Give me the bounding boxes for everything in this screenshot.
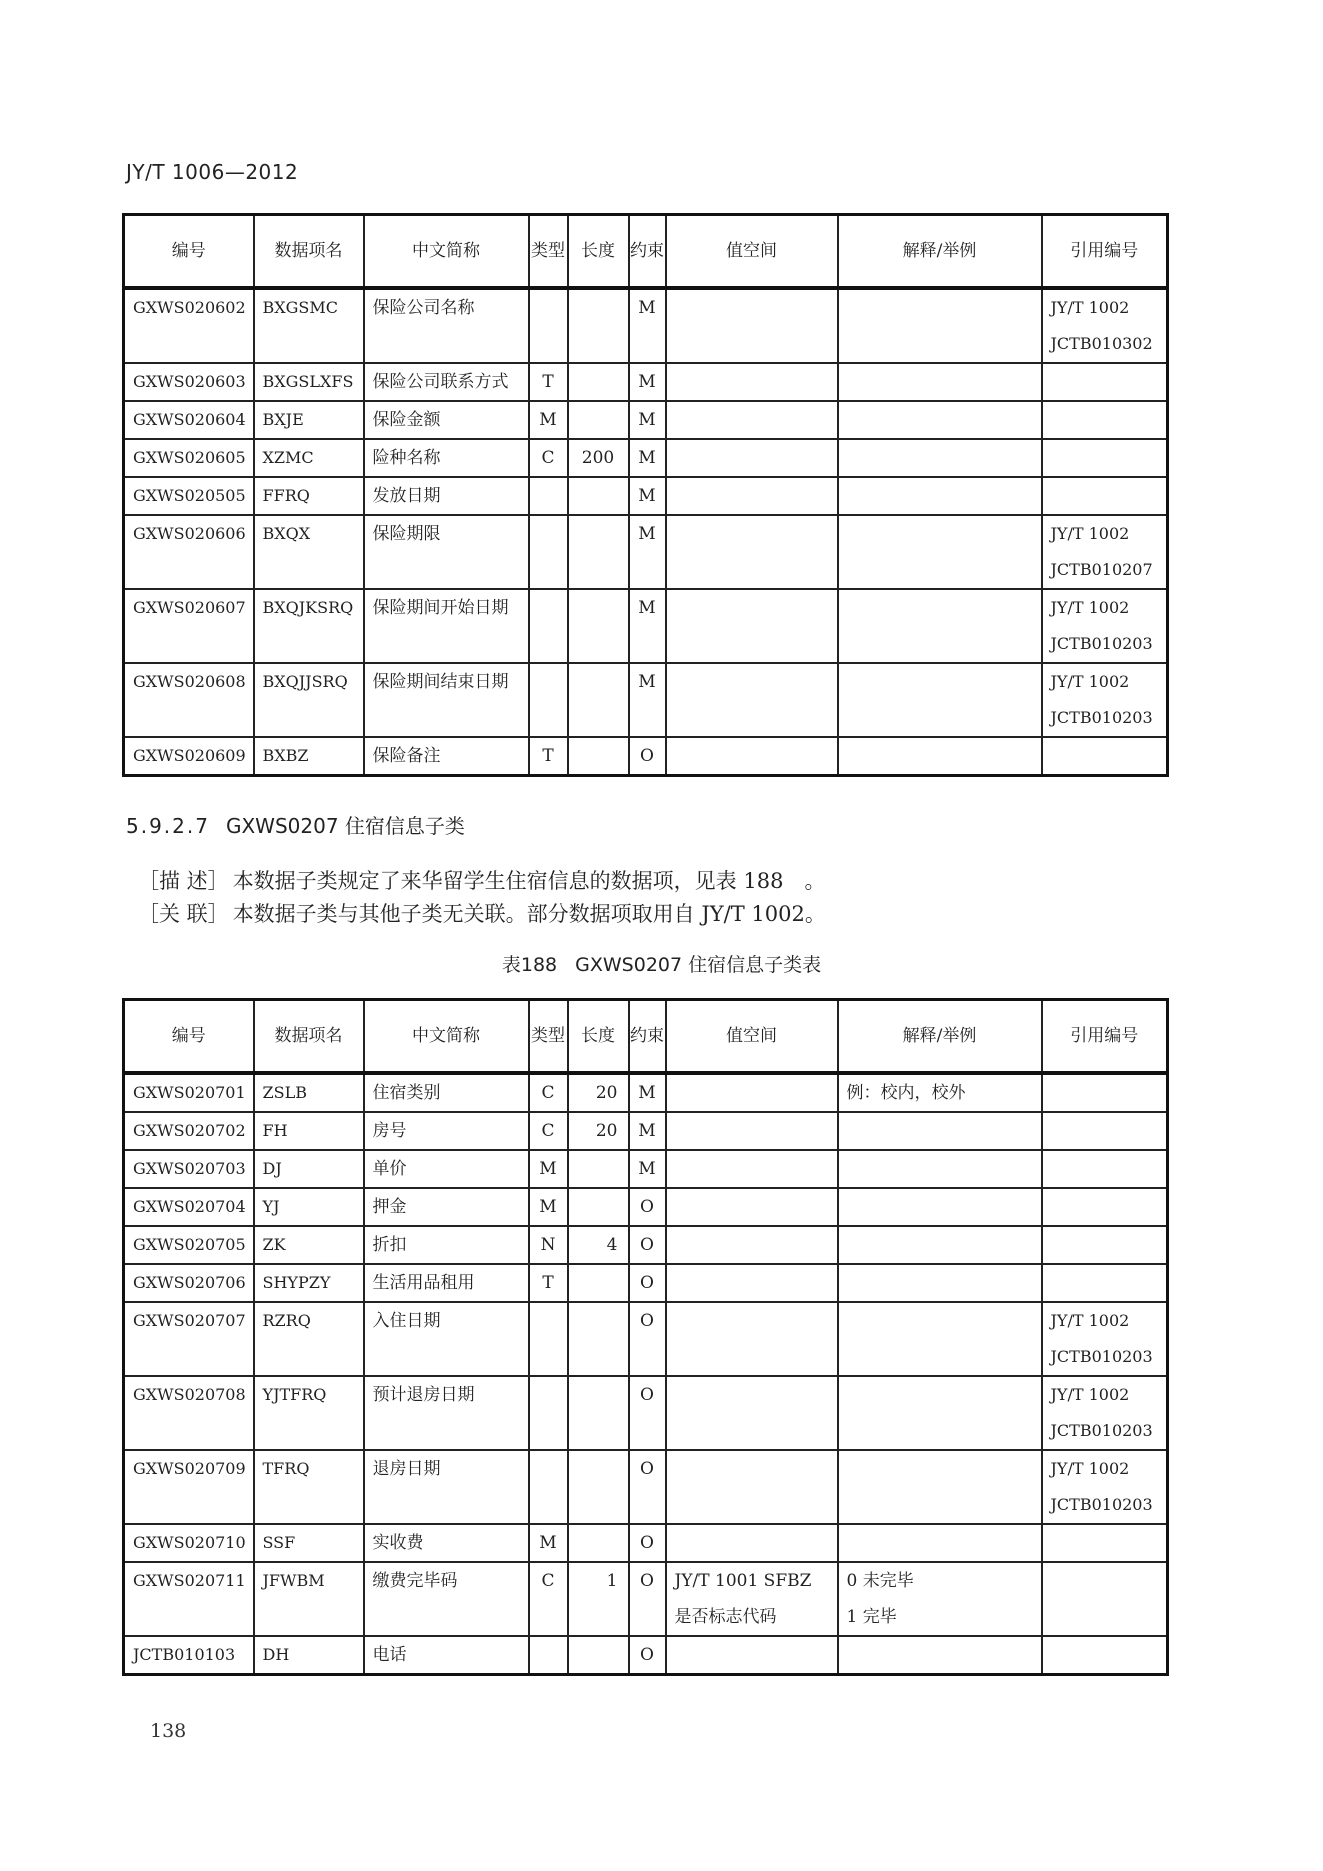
cell-value-space <box>666 288 838 363</box>
cell-note <box>838 663 1042 737</box>
cell-value-space <box>666 1188 838 1226</box>
cell-note <box>838 1188 1042 1226</box>
cell-length <box>568 401 629 439</box>
cell-constraint: O <box>629 1636 666 1675</box>
col-header-item-name: 数据项名 <box>254 215 364 289</box>
cell-note-line: 例：校内，校外 <box>846 1083 966 1103</box>
cell-type <box>529 663 568 737</box>
cell-note <box>838 401 1042 439</box>
table-row <box>124 1073 1168 1112</box>
cell-type <box>529 515 568 589</box>
cell-value-space <box>666 363 838 401</box>
cell-constraint: O <box>629 1450 666 1524</box>
cell-cn-name: 保险期间结束日期 <box>364 663 529 737</box>
cell-length: 200 <box>568 439 629 477</box>
cell-ref <box>1042 477 1168 515</box>
cell-length <box>568 1524 629 1562</box>
cell-ref <box>1042 1150 1168 1188</box>
table-row <box>124 515 1168 589</box>
cell-item-name: BXBZ <box>254 737 364 776</box>
cell-note <box>838 288 1042 363</box>
cell-value-space <box>666 515 838 589</box>
cell-length <box>568 1450 629 1524</box>
table-body <box>124 288 1168 776</box>
table-insurance-items <box>122 213 1169 777</box>
cell-cn-name: 保险期间开始日期 <box>364 589 529 663</box>
col-header-length: 长度 <box>568 215 629 289</box>
table-caption-title: GXWS0207 住宿信息子类表 <box>575 954 822 976</box>
cell-item-name: RZRQ <box>254 1302 364 1376</box>
cell-id: JCTB010103 <box>124 1636 254 1675</box>
cell-constraint: M <box>629 288 666 363</box>
cell-ref-line: JCTB010207 <box>1050 560 1153 579</box>
col-header-id: 编号 <box>124 215 254 289</box>
cell-type <box>529 1302 568 1376</box>
cell-length: 20 <box>568 1073 629 1112</box>
cell-id: GXWS020706 <box>124 1264 254 1302</box>
cell-cn-name: 缴费完毕码 <box>364 1562 529 1636</box>
cell-ref-line: JY/T 1002 <box>1050 1385 1130 1404</box>
cell-cn-name: 折扣 <box>364 1226 529 1264</box>
cell-item-name: YJTFRQ <box>254 1376 364 1450</box>
cell-ref-line: JY/T 1002 <box>1050 298 1130 317</box>
cell-note <box>838 1636 1042 1675</box>
cell-ref <box>1042 363 1168 401</box>
cell-length <box>568 737 629 776</box>
cell-ref <box>1042 1302 1168 1376</box>
table-row <box>124 737 1168 776</box>
cell-cn-name: 保险公司联系方式 <box>364 363 529 401</box>
cell-ref-line: JY/T 1002 <box>1050 1311 1130 1330</box>
cell-type: M <box>529 1150 568 1188</box>
cell-cn-name: 保险金额 <box>364 401 529 439</box>
cell-length <box>568 363 629 401</box>
cell-id: GXWS020701 <box>124 1073 254 1112</box>
cell-type: C <box>529 1562 568 1636</box>
cell-note <box>838 1150 1042 1188</box>
cell-value-space <box>666 1150 838 1188</box>
table-row <box>124 288 1168 363</box>
cell-length <box>568 1302 629 1376</box>
cell-ref <box>1042 663 1168 737</box>
col-header-cn-name: 中文简称 <box>364 1000 529 1074</box>
cell-cn-name: 保险备注 <box>364 737 529 776</box>
table-row <box>124 1636 1168 1675</box>
cell-note-line: 1 完毕 <box>846 1607 897 1627</box>
cell-ref <box>1042 515 1168 589</box>
cell-value-space <box>666 1450 838 1524</box>
table-row <box>124 1112 1168 1150</box>
cell-id: GXWS020709 <box>124 1450 254 1524</box>
cell-note <box>838 477 1042 515</box>
cell-id: GXWS020707 <box>124 1302 254 1376</box>
cell-constraint: M <box>629 589 666 663</box>
cell-length <box>568 1376 629 1450</box>
table-row <box>124 363 1168 401</box>
col-header-note: 解释/举例 <box>838 1000 1042 1074</box>
section-heading <box>126 810 465 839</box>
cell-type <box>529 1450 568 1524</box>
cell-value-space <box>666 589 838 663</box>
col-header-ref: 引用编号 <box>1042 1000 1168 1074</box>
cell-type <box>529 288 568 363</box>
cell-length: 4 <box>568 1226 629 1264</box>
cell-cn-name: 入住日期 <box>364 1302 529 1376</box>
cell-length <box>568 1150 629 1188</box>
cell-note <box>838 737 1042 776</box>
col-header-ref: 引用编号 <box>1042 215 1168 289</box>
cell-ref <box>1042 288 1168 363</box>
cell-ref <box>1042 1112 1168 1150</box>
cell-cn-name: 退房日期 <box>364 1450 529 1524</box>
cell-cn-name: 住宿类别 <box>364 1073 529 1112</box>
table-row <box>124 1524 1168 1562</box>
cell-length <box>568 1264 629 1302</box>
table-caption-number: 表188 <box>501 954 558 976</box>
cell-id: GXWS020605 <box>124 439 254 477</box>
cell-type: C <box>529 1112 568 1150</box>
cell-item-name: DH <box>254 1636 364 1675</box>
cell-item-name: BXQJJSRQ <box>254 663 364 737</box>
cell-type: T <box>529 363 568 401</box>
cell-item-name: SHYPZY <box>254 1264 364 1302</box>
col-header-id: 编号 <box>124 1000 254 1074</box>
cell-cn-name: 电话 <box>364 1636 529 1675</box>
table-row <box>124 1150 1168 1188</box>
cell-length <box>568 288 629 363</box>
table-body <box>124 1073 1168 1675</box>
cell-ref <box>1042 401 1168 439</box>
cell-note <box>838 589 1042 663</box>
cell-item-name: ZK <box>254 1226 364 1264</box>
cell-id: GXWS020606 <box>124 515 254 589</box>
cell-value-space-line: 是否标志代码 <box>674 1607 777 1627</box>
cell-ref <box>1042 439 1168 477</box>
cell-note <box>838 1450 1042 1524</box>
cell-item-name: DJ <box>254 1150 364 1188</box>
cell-constraint: O <box>629 1524 666 1562</box>
relation-tag: ［关 联］ <box>138 902 229 926</box>
cell-id: GXWS020705 <box>124 1226 254 1264</box>
cell-item-name: BXJE <box>254 401 364 439</box>
cell-cn-name: 险种名称 <box>364 439 529 477</box>
cell-value-space <box>666 1524 838 1562</box>
cell-value-space <box>666 663 838 737</box>
cell-item-name: BXGSLXFS <box>254 363 364 401</box>
cell-item-name: BXGSMC <box>254 288 364 363</box>
table-header <box>124 215 1168 289</box>
cell-value-space <box>666 401 838 439</box>
cell-id: GXWS020710 <box>124 1524 254 1562</box>
cell-length <box>568 515 629 589</box>
cell-ref-line: JCTB010203 <box>1050 1347 1153 1366</box>
cell-item-name: XZMC <box>254 439 364 477</box>
cell-constraint: M <box>629 1150 666 1188</box>
cell-item-name: JFWBM <box>254 1562 364 1636</box>
cell-constraint: M <box>629 1073 666 1112</box>
cell-id: GXWS020711 <box>124 1562 254 1636</box>
table-row <box>124 1188 1168 1226</box>
cell-value-space <box>666 1376 838 1450</box>
cell-constraint: M <box>629 663 666 737</box>
cell-value-space <box>666 1636 838 1675</box>
col-header-type: 类型 <box>529 215 568 289</box>
cell-ref-line: JY/T 1002 <box>1050 1459 1130 1478</box>
description-text: 本数据子类规定了来华留学生住宿信息的数据项，见表 188 。 <box>232 869 826 893</box>
cell-cn-name: 房号 <box>364 1112 529 1150</box>
cell-length <box>568 1188 629 1226</box>
cell-note <box>838 1562 1042 1636</box>
cell-type: M <box>529 1524 568 1562</box>
table-accommodation-items <box>122 998 1169 1676</box>
cell-value-space <box>666 439 838 477</box>
cell-item-name: BXQX <box>254 515 364 589</box>
table-row <box>124 589 1168 663</box>
cell-note <box>838 439 1042 477</box>
cell-cn-name: 发放日期 <box>364 477 529 515</box>
cell-type: C <box>529 1073 568 1112</box>
cell-ref <box>1042 1636 1168 1675</box>
col-header-value-space: 值空间 <box>666 1000 838 1074</box>
cell-ref <box>1042 1450 1168 1524</box>
cell-ref-line: JCTB010302 <box>1050 334 1153 353</box>
cell-item-name: TFRQ <box>254 1450 364 1524</box>
cell-id: GXWS020608 <box>124 663 254 737</box>
cell-constraint: M <box>629 439 666 477</box>
table-header <box>124 1000 1168 1074</box>
cell-ref <box>1042 1524 1168 1562</box>
cell-type: T <box>529 737 568 776</box>
page-number: 138 <box>150 1720 187 1742</box>
cell-ref <box>1042 589 1168 663</box>
col-header-note: 解释/举例 <box>838 215 1042 289</box>
cell-value-space <box>666 1073 838 1112</box>
cell-type <box>529 477 568 515</box>
cell-constraint: O <box>629 1226 666 1264</box>
cell-ref-line: JCTB010203 <box>1050 634 1153 653</box>
cell-constraint: M <box>629 515 666 589</box>
cell-constraint: O <box>629 1188 666 1226</box>
cell-constraint: M <box>629 1112 666 1150</box>
cell-ref-line: JCTB010203 <box>1050 1421 1153 1440</box>
cell-constraint: O <box>629 1562 666 1636</box>
cell-cn-name: 单价 <box>364 1150 529 1188</box>
section-number: 5.9.2.7 <box>126 814 210 838</box>
cell-length: 20 <box>568 1112 629 1150</box>
table-caption <box>0 950 1323 977</box>
cell-ref <box>1042 1073 1168 1112</box>
cell-constraint: O <box>629 1264 666 1302</box>
cell-cn-name: 实收费 <box>364 1524 529 1562</box>
relation-text: 本数据子类与其他子类无关联。部分数据项取用自 JY/T 1002。 <box>232 902 826 926</box>
cell-ref <box>1042 1376 1168 1450</box>
cell-item-name: ZSLB <box>254 1073 364 1112</box>
cell-ref <box>1042 1562 1168 1636</box>
cell-id: GXWS020703 <box>124 1150 254 1188</box>
cell-cn-name: 保险期限 <box>364 515 529 589</box>
description-paragraph <box>138 865 825 895</box>
cell-ref-line: JY/T 1002 <box>1050 672 1130 691</box>
cell-ref <box>1042 1188 1168 1226</box>
cell-constraint: M <box>629 363 666 401</box>
table-row <box>124 1450 1168 1524</box>
cell-id: GXWS020704 <box>124 1188 254 1226</box>
cell-id: GXWS020609 <box>124 737 254 776</box>
cell-note <box>838 1524 1042 1562</box>
cell-note <box>838 1226 1042 1264</box>
cell-id: GXWS020603 <box>124 363 254 401</box>
table-row <box>124 663 1168 737</box>
cell-ref-line: JCTB010203 <box>1050 708 1153 727</box>
table-row <box>124 1226 1168 1264</box>
cell-item-name: FFRQ <box>254 477 364 515</box>
cell-type: M <box>529 401 568 439</box>
cell-length: 1 <box>568 1562 629 1636</box>
cell-id: GXWS020607 <box>124 589 254 663</box>
cell-value-space-line: JY/T 1001 SFBZ <box>674 1571 812 1591</box>
cell-cn-name: 保险公司名称 <box>364 288 529 363</box>
cell-value-space <box>666 1226 838 1264</box>
cell-constraint: O <box>629 737 666 776</box>
col-header-cn-name: 中文简称 <box>364 215 529 289</box>
table-row <box>124 477 1168 515</box>
cell-note <box>838 1112 1042 1150</box>
cell-ref-line: JY/T 1002 <box>1050 524 1130 543</box>
cell-length <box>568 1636 629 1675</box>
cell-ref <box>1042 737 1168 776</box>
cell-value-space <box>666 1112 838 1150</box>
cell-constraint: O <box>629 1376 666 1450</box>
table-row <box>124 1302 1168 1376</box>
cell-item-name: YJ <box>254 1188 364 1226</box>
cell-length <box>568 589 629 663</box>
table-row <box>124 1562 1168 1636</box>
cell-value-space <box>666 1562 838 1636</box>
col-header-constraint: 约束 <box>629 215 666 289</box>
page-header: JY/T 1006—2012 <box>126 160 299 184</box>
cell-type: M <box>529 1188 568 1226</box>
cell-item-name: SSF <box>254 1524 364 1562</box>
col-header-length: 长度 <box>568 1000 629 1074</box>
col-header-value-space: 值空间 <box>666 215 838 289</box>
cell-type <box>529 1376 568 1450</box>
cell-note <box>838 1264 1042 1302</box>
table-row <box>124 439 1168 477</box>
cell-ref <box>1042 1226 1168 1264</box>
table-row <box>124 1264 1168 1302</box>
section-title: GXWS0207 住宿信息子类 <box>225 814 465 838</box>
cell-type <box>529 589 568 663</box>
cell-ref <box>1042 1264 1168 1302</box>
cell-id: GXWS020702 <box>124 1112 254 1150</box>
col-header-constraint: 约束 <box>629 1000 666 1074</box>
cell-note <box>838 515 1042 589</box>
cell-constraint: O <box>629 1302 666 1376</box>
cell-note <box>838 1302 1042 1376</box>
cell-value-space <box>666 1302 838 1376</box>
cell-ref-line: JY/T 1002 <box>1050 598 1130 617</box>
relation-paragraph <box>138 898 826 928</box>
cell-value-space <box>666 737 838 776</box>
description-tag: ［描 述］ <box>138 869 229 893</box>
cell-cn-name: 押金 <box>364 1188 529 1226</box>
cell-constraint: M <box>629 401 666 439</box>
col-header-item-name: 数据项名 <box>254 1000 364 1074</box>
cell-note <box>838 1073 1042 1112</box>
cell-length <box>568 663 629 737</box>
cell-id: GXWS020604 <box>124 401 254 439</box>
cell-ref-line: JCTB010203 <box>1050 1495 1153 1514</box>
cell-constraint: M <box>629 477 666 515</box>
cell-note-line: 0 未完毕 <box>846 1571 914 1591</box>
cell-type: N <box>529 1226 568 1264</box>
col-header-type: 类型 <box>529 1000 568 1074</box>
cell-type <box>529 1636 568 1675</box>
cell-type: T <box>529 1264 568 1302</box>
table-row <box>124 1376 1168 1450</box>
cell-id: GXWS020505 <box>124 477 254 515</box>
cell-cn-name: 预计退房日期 <box>364 1376 529 1450</box>
cell-length <box>568 477 629 515</box>
table-row <box>124 401 1168 439</box>
cell-item-name: FH <box>254 1112 364 1150</box>
cell-value-space <box>666 1264 838 1302</box>
cell-value-space <box>666 477 838 515</box>
cell-id: GXWS020708 <box>124 1376 254 1450</box>
cell-note <box>838 363 1042 401</box>
cell-type: C <box>529 439 568 477</box>
cell-item-name: BXQJKSRQ <box>254 589 364 663</box>
cell-id: GXWS020602 <box>124 288 254 363</box>
cell-cn-name: 生活用品租用 <box>364 1264 529 1302</box>
cell-note <box>838 1376 1042 1450</box>
